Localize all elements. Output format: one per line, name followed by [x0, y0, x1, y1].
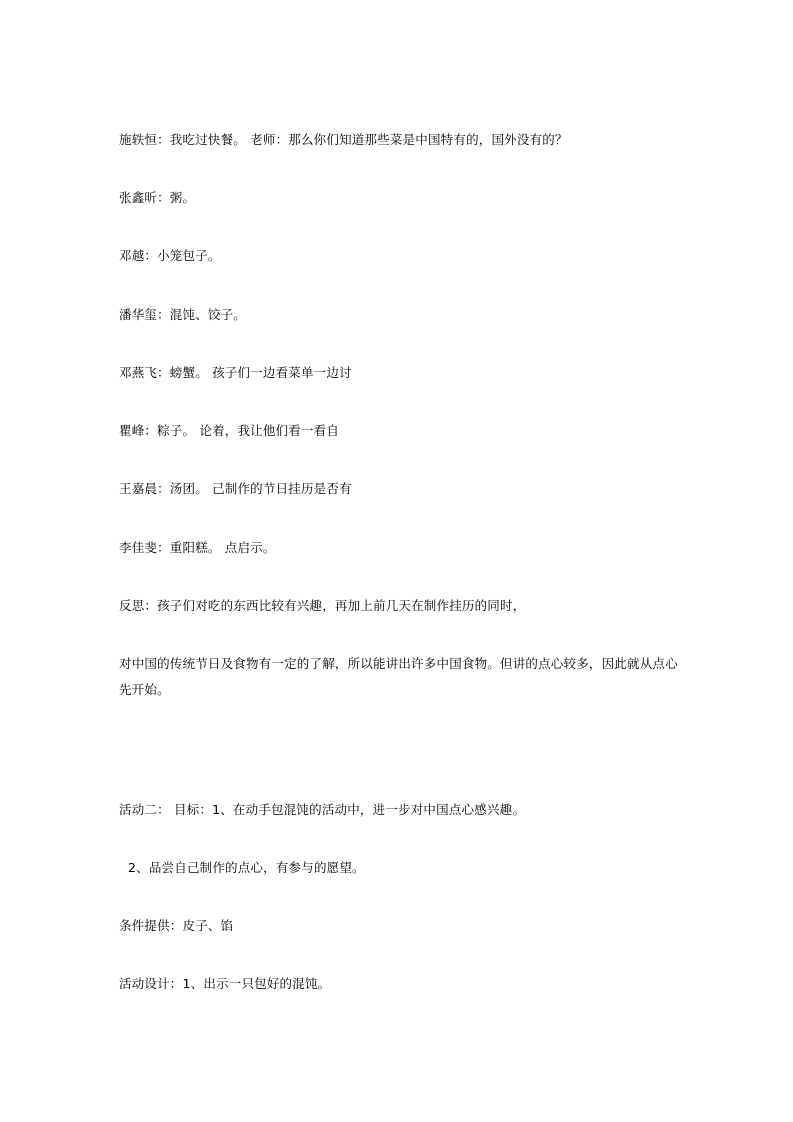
reflection-line-1: 反思：孩子们对吃的东西比较有兴趣，再加上前几天在制作挂历的同时，	[119, 598, 526, 613]
dialogue-line-2: 张鑫昕：粥。	[119, 190, 196, 205]
dialogue-line-7: 王嘉晨：汤团。 己制作的节日挂历是否有	[119, 481, 352, 496]
activity-two-goal: 活动二： 目标：1、在动手包混饨的活动中，进一步对中国点心感兴趣。	[119, 802, 526, 817]
dialogue-line-1: 施轶恒：我吃过快餐。 老师：那么你们知道那些菜是中国特有的，国外没有的？	[119, 132, 568, 147]
dialogue-line-8: 李佳斐：重阳糕。 点启示。	[119, 540, 276, 555]
activity-two-goal-2: 2、品尝自己制作的点心，有参与的愿望。	[128, 860, 365, 875]
dialogue-line-4: 潘华玺：混饨、饺子。	[119, 307, 247, 322]
activity-design-line: 活动设计：1、出示一只包好的混饨。	[119, 976, 331, 991]
dialogue-line-3: 邓越：小笼包子。	[119, 248, 221, 263]
conditions-line: 条件提供：皮子、馅	[119, 918, 234, 933]
dialogue-line-5: 邓燕飞：螃蟹。 孩子们一边看菜单一边讨	[119, 365, 352, 380]
dialogue-line-6: 瞿峰：粽子。 论着，我让他们看一看自	[119, 423, 340, 438]
reflection-paragraph: 对中国的传统节日及食物有一定的了解，所以能讲出许多中国食物。但讲的点心较多，因此就从点心先开始。	[119, 656, 678, 697]
